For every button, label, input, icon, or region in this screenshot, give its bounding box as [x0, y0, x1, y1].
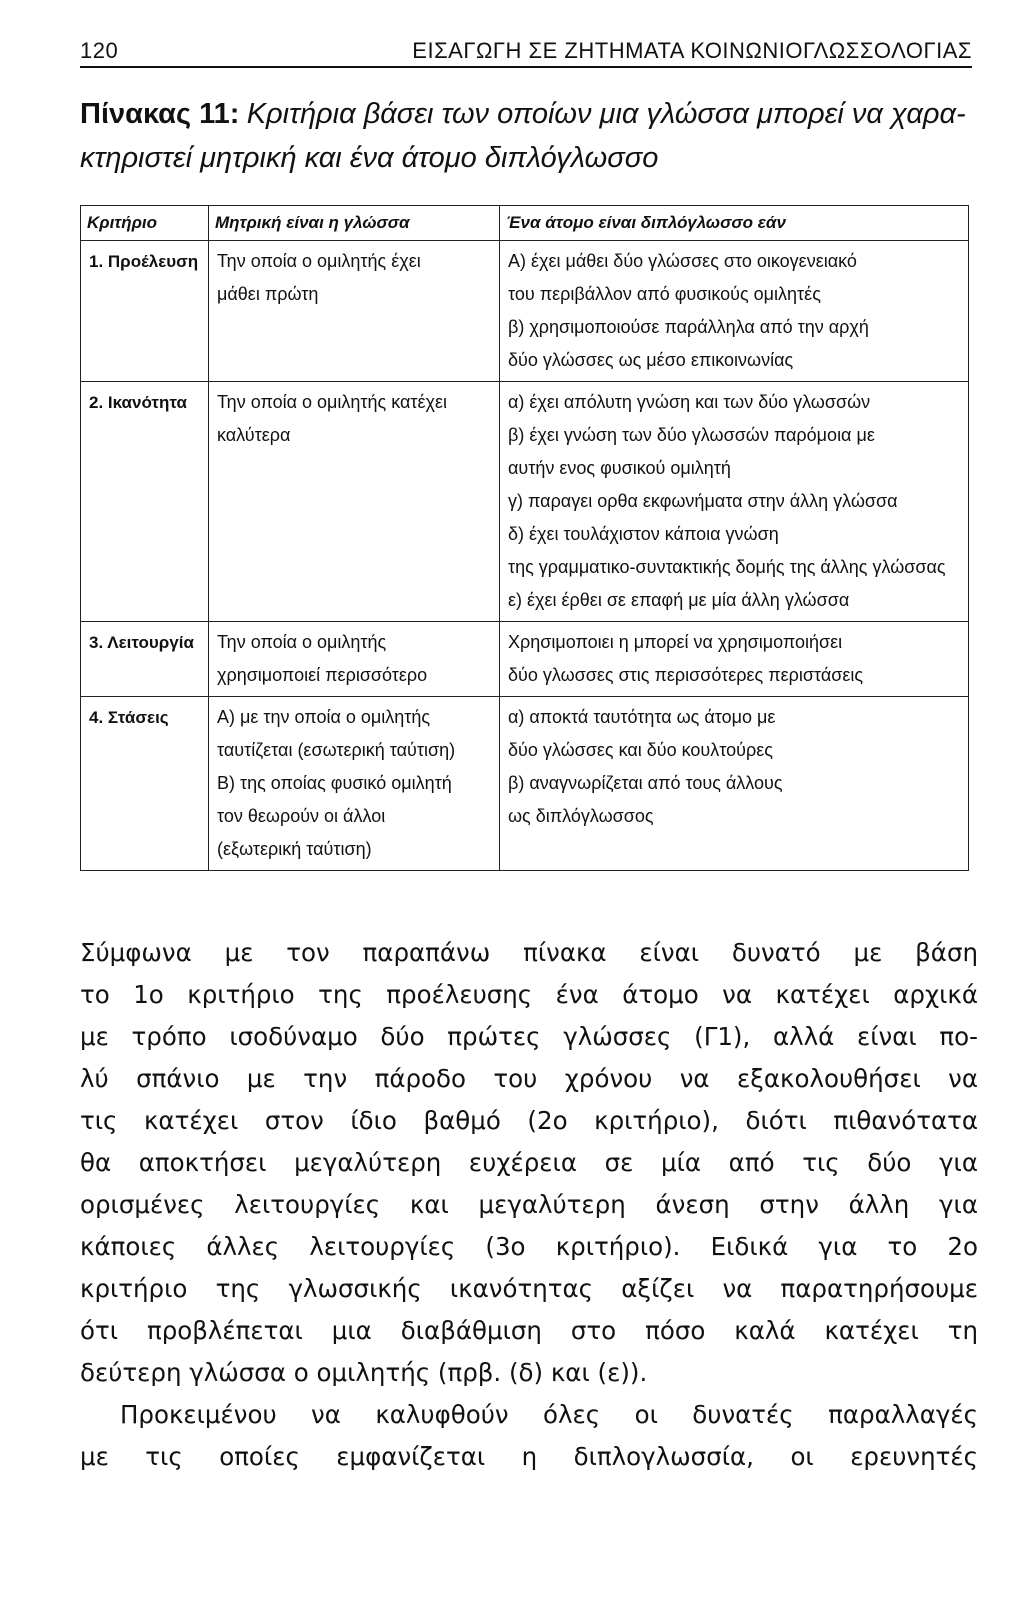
- mother-tongue-cell: [209, 622, 500, 697]
- header-bilingual: Ένα άτομο είναι διπλόγλωσσο εάν: [500, 206, 969, 241]
- criterion-cell: 2. Ικανότητα: [81, 382, 209, 622]
- cell-line: (εξωτερική ταύτιση): [217, 839, 372, 859]
- body-line: Σύμφωνα με τον παραπάνω πίνακα είναι δυνατό με βάση: [80, 938, 978, 967]
- cell-line: β) χρησιμοποιούσε παράλληλα από την αρχή: [508, 317, 869, 337]
- table-title-line2: κτηριστεί μητρική και ένα άτομο διπλόγλωσσο: [80, 142, 659, 174]
- mother-tongue-cell: [209, 697, 500, 871]
- table-row: [81, 622, 969, 697]
- bilingual-cell: [500, 697, 969, 871]
- cell-line: α) έχει απόλυτη γνώση και των δύο γλωσσών: [508, 392, 871, 412]
- table-row: [81, 241, 969, 382]
- table-caption: [80, 92, 972, 180]
- cell-line: Την οποία ο ομιλητής κατέχει: [217, 392, 448, 412]
- bilingual-cell: [500, 382, 969, 622]
- body-line: κάποιες άλλες λειτουργίες (3ο κριτήριο). Ειδικά για το 2ο: [80, 1232, 978, 1261]
- table-title-line1: Κριτήρια βάσει των οποίων μια γλώσσα μπορεί να χαρα-: [246, 98, 966, 130]
- body-line: λύ σπάνιο με την πάροδο του χρόνου να εξακολουθήσει να: [80, 1064, 978, 1093]
- body-paragraphs: [80, 932, 978, 1478]
- cell-line: του περιβάλλον από φυσικούς ομιλητές: [508, 284, 821, 304]
- cell-line: ε) έχει έρθει σε επαφή με μία άλλη γλώσσα: [508, 590, 850, 610]
- body-line: ότι προβλέπεται μια διαβάθμιση στο πόσο καλά κατέχει τη: [80, 1316, 978, 1345]
- cell-line: Την οποία ο ομιλητής: [217, 632, 387, 652]
- body-line: κριτήριο της γλωσσικής ικανότητας αξίζει να παρατηρήσουμε: [80, 1274, 978, 1303]
- page-number: 120: [80, 38, 119, 63]
- table-row: [81, 382, 969, 622]
- body-line: με τις οποίες εμφανίζεται η διπλογλωσσία, οι ερευνητές: [80, 1442, 978, 1471]
- criterion-cell: 1. Προέλευση: [81, 241, 209, 382]
- criterion-cell: 3. Λειτουργία: [81, 622, 209, 697]
- cell-line: της γραμματικο-συντακτικής δομής της άλλης γλώσσας: [508, 557, 946, 577]
- cell-line: Χρησιμοποιει η μπορεί να χρησιμοποιήσει: [508, 632, 843, 652]
- cell-line: Α) με την οποία ο ομιλητής: [217, 707, 431, 727]
- body-line: δεύτερη γλώσσα ο ομιλητής (πρβ. (δ) και (ε)).: [80, 1358, 648, 1387]
- cell-line: α) αποκτά ταυτότητα ως άτομο με: [508, 707, 776, 727]
- cell-line: Α) έχει μάθει δύο γλώσσες στο οικογενειακό: [508, 251, 857, 271]
- cell-line: δ) έχει τουλάχιστον κάποια γνώση: [508, 524, 779, 544]
- body-line: τις κατέχει στον ίδιο βαθμό (2ο κριτήριο), διότι πιθανότατα: [80, 1106, 978, 1135]
- running-header: [80, 28, 972, 68]
- header-criterion: Κριτήριο: [81, 206, 209, 241]
- cell-line: Την οποία ο ομιλητής έχει: [217, 251, 421, 271]
- cell-line: γ) παραγει ορθα εκφωνήματα στην άλλη γλώσσα: [508, 491, 898, 511]
- cell-line: ως διπλόγλωσσος: [508, 806, 654, 826]
- bilingual-cell: [500, 622, 969, 697]
- body-line: το 1ο κριτήριο της προέλευσης ένα άτομο να κατέχει αρχικά: [80, 980, 978, 1009]
- running-title: ΕΙΣΑΓΩΓΗ ΣΕ ΖΗΤΗΜΑΤΑ ΚΟΙΝΩΝΙΟΓΛΩΣΣΟΛΟΓΙΑΣ: [412, 38, 972, 63]
- cell-line: καλύτερα: [217, 425, 291, 445]
- cell-line: Β) της οποίας φυσικό ομιλητή: [217, 773, 452, 793]
- cell-line: δύο γλωσσες στις περισσότερες περιστάσεις: [508, 665, 864, 685]
- table-label: Πίνακας 11:: [80, 98, 240, 130]
- body-line: ορισμένες λειτουργίες και μεγαλύτερη άνεση στην άλλη για: [80, 1190, 978, 1219]
- cell-line: χρησιμοποιεί περισσότερο: [217, 665, 428, 685]
- criterion-cell: 4. Στάσεις: [81, 697, 209, 871]
- body-line: θα αποκτήσει μεγαλύτερη ευχέρεια σε μία από τις δύο για: [80, 1148, 978, 1177]
- criteria-table: [80, 205, 969, 871]
- table-row: [81, 697, 969, 871]
- body-line: με τρόπο ισοδύναμο δύο πρώτες γλώσσες (Γ1), αλλά είναι πο-: [80, 1022, 978, 1051]
- mother-tongue-cell: [209, 382, 500, 622]
- header-mother-tongue: Μητρική είναι η γλώσσα: [209, 206, 500, 241]
- cell-line: δύο γλώσσες και δύο κουλτούρες: [508, 740, 773, 760]
- cell-line: αυτήν ενος φυσικού ομιλητή: [508, 458, 731, 478]
- body-line: Προκειμένου να καλυφθούν όλες οι δυνατές παραλλαγές: [120, 1400, 978, 1429]
- cell-line: β) αναγνωρίζεται από τους άλλους: [508, 773, 783, 793]
- bilingual-cell: [500, 241, 969, 382]
- cell-line: μάθει πρώτη: [217, 284, 319, 304]
- cell-line: τον θεωρούν οι άλλοι: [217, 806, 386, 826]
- mother-tongue-cell: [209, 241, 500, 382]
- cell-line: ταυτίζεται (εσωτερική ταύτιση): [217, 740, 456, 760]
- cell-line: δύο γλώσσες ως μέσο επικοινωνίας: [508, 350, 794, 370]
- cell-line: β) έχει γνώση των δύο γλωσσών παρόμοια με: [508, 425, 875, 445]
- table-header-row: [81, 206, 969, 241]
